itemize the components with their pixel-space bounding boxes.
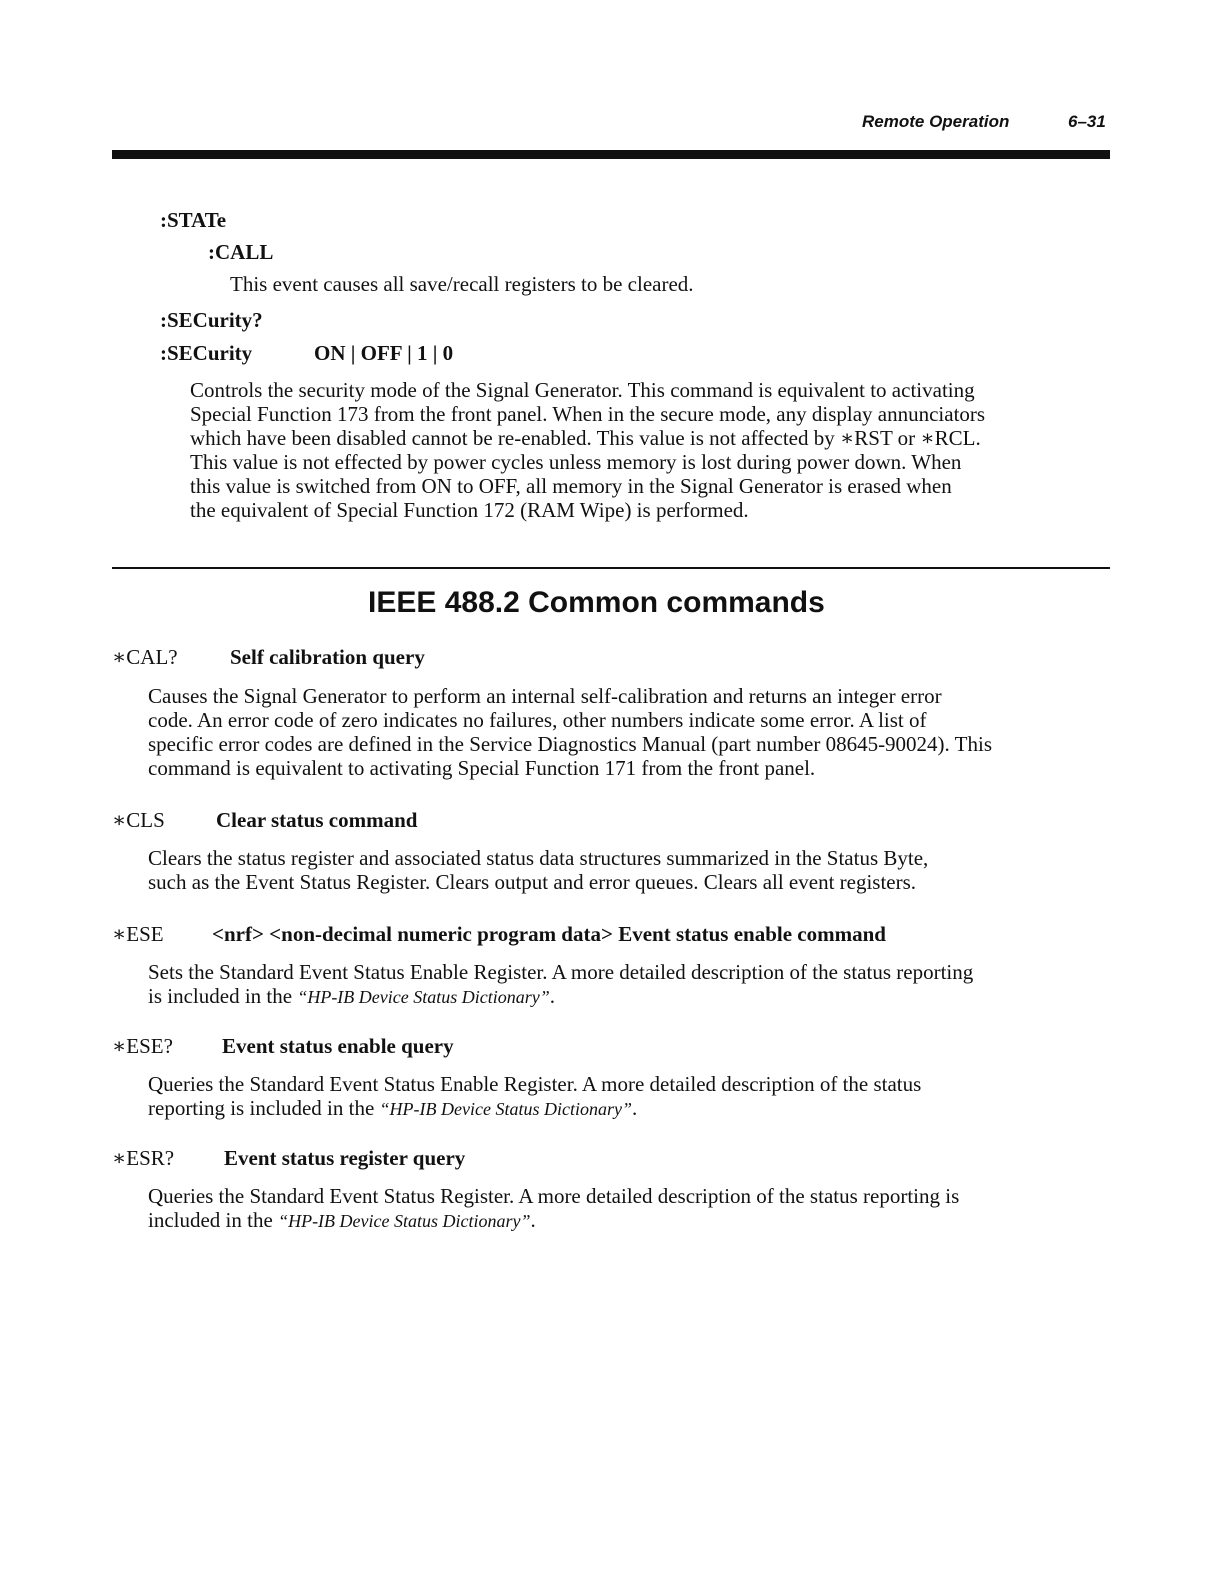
security-line: Special Function 173 from the front panel. When in the secure mode, any display annunciators: [190, 402, 986, 426]
ese-line-2: [148, 984, 1110, 1009]
cal-line: Causes the Signal Generator to perform an internal self-calibration and returns an integer error: [148, 684, 942, 708]
ese-command: ∗ESE: [112, 922, 164, 946]
ese-query-description: [148, 1072, 1110, 1121]
security-line: Controls the security mode of the Signal Generator. This command is equivalent to activating: [190, 378, 975, 402]
running-header-title: Remote Operation: [862, 112, 1010, 131]
cal-line: command is equivalent to activating Special Function 171 from the front panel.: [148, 756, 816, 780]
header-rule: [112, 150, 1110, 159]
cls-line: Clears the status register and associated status data structures summarized in the Status Byte,: [148, 846, 929, 870]
cal-line: specific error codes are defined in the Service Diagnostics Manual (part number 08645-90024). This: [148, 732, 993, 756]
security-command: :SECurity: [160, 341, 253, 365]
section-divider: [112, 567, 1110, 569]
ese-query-line-2: [148, 1096, 1110, 1121]
esr-query-description: [148, 1184, 1110, 1233]
esr-query-line: Queries the Standard Event Status Register. A more detailed description of the status reporting is: [148, 1184, 960, 1208]
cls-description: [148, 846, 1110, 894]
dictionary-reference: “HP-IB Device Status Dictionary”: [379, 1099, 632, 1119]
security-line: This value is not effected by power cycles unless memory is lost during power down. When: [190, 450, 962, 474]
ese-line-2-text: is included in the: [148, 984, 298, 1008]
ese-query-title: Event status enable query: [222, 1034, 454, 1058]
section-heading: IEEE 488.2 Common commands: [368, 586, 825, 619]
security-line: this value is switched from ON to OFF, all memory in the Signal Generator is erased when: [190, 474, 952, 498]
ese-query-line-2-text: reporting is included in the: [148, 1096, 380, 1120]
ese-query-line-2-end: .: [632, 1096, 638, 1120]
security-query: :SECurity?: [160, 308, 263, 332]
dictionary-reference: “HP-IB Device Status Dictionary”: [278, 1211, 531, 1231]
cls-title: Clear status command: [216, 808, 418, 832]
security-line: which have been disabled cannot be re-enabled. This value is not affected by ∗RST or ∗RCL.: [190, 426, 981, 450]
cls-command: ∗CLS: [112, 808, 165, 832]
esr-query-line-2: [148, 1208, 1110, 1233]
esr-query-line-2-end: .: [530, 1208, 536, 1232]
esr-query-line-2-text: included in the: [148, 1208, 279, 1232]
security-params: ON | OFF | 1 | 0: [314, 341, 454, 365]
cal-command: ∗CAL?: [112, 645, 178, 669]
state-command: :STATe: [160, 208, 227, 232]
esr-query-command: ∗ESR?: [112, 1146, 175, 1170]
ese-query-command: ∗ESE?: [112, 1034, 173, 1058]
ese-title: <nrf> <non-decimal numeric program data> Event status enable command: [212, 922, 886, 946]
security-description: [190, 378, 1110, 522]
ese-line-2-end: .: [549, 984, 556, 1008]
dictionary-reference: “HP-IB Device Status Dictionary”: [297, 987, 550, 1007]
esr-query-title: Event status register query: [224, 1146, 466, 1170]
cal-title: Self calibration query: [230, 645, 425, 669]
page-number: 6–31: [1068, 112, 1106, 131]
cls-line: such as the Event Status Register. Clears output and error queues. Clears all event registers.: [148, 870, 917, 894]
call-command: :CALL: [208, 240, 274, 264]
ese-line: Sets the Standard Event Status Enable Register. A more detailed description of the status reporting: [148, 960, 974, 984]
cal-line: code. An error code of zero indicates no failures, other numbers indicate some error. A list of: [148, 708, 927, 732]
cal-description: [148, 684, 1110, 780]
ese-query-line: Queries the Standard Event Status Enable Register. A more detailed description of the status: [148, 1072, 922, 1096]
call-description: This event causes all save/recall registers to be cleared.: [230, 272, 694, 296]
security-line: the equivalent of Special Function 172 (RAM Wipe) is performed.: [190, 498, 749, 522]
ese-description: [148, 960, 1110, 1009]
